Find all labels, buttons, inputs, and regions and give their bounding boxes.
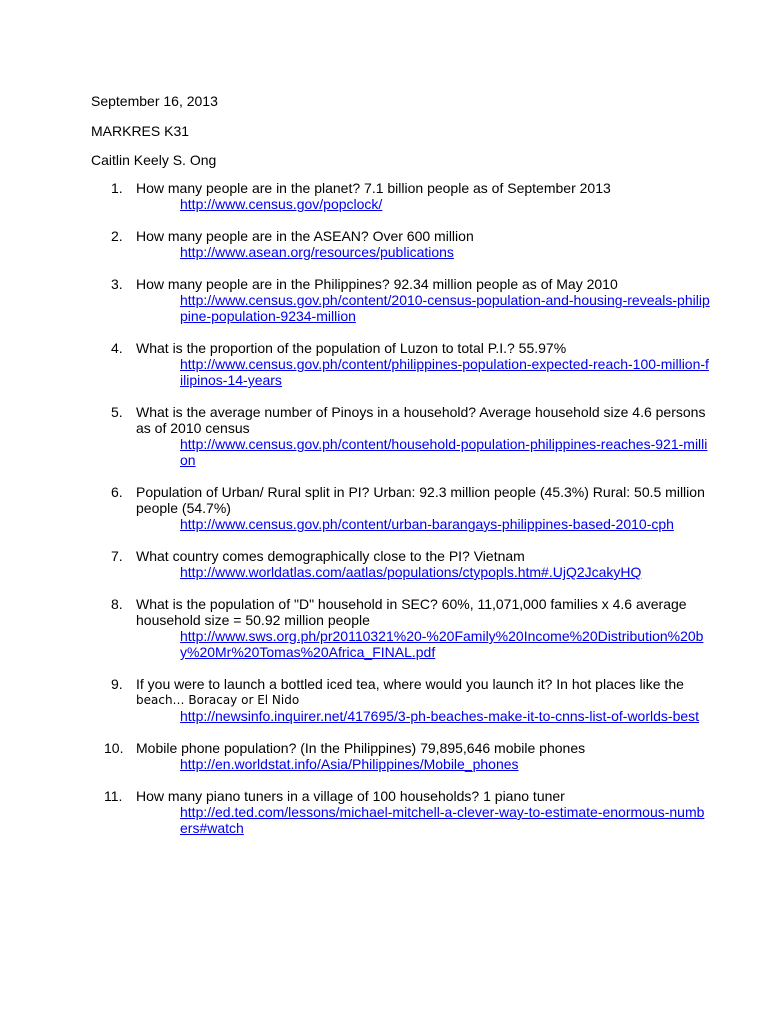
link-wrapper: [136, 708, 711, 724]
question-text: How many people are in the Philippines? 92.34 million people as of May 2010: [136, 276, 618, 292]
question-text: What country comes demographically close to the PI? Vietnam: [136, 548, 525, 564]
source-link[interactable]: http://www.sws.org.ph/pr20110321%20-%20Family%20Income%20Distribution%20by%20Mr%20Tomas%20Africa_FINAL.pdf: [180, 628, 704, 660]
item-number: 2.: [111, 228, 123, 244]
question-list: [104, 180, 711, 852]
source-link[interactable]: http://en.worldstat.info/Asia/Philippines/Mobile_phones: [180, 756, 519, 772]
source-link[interactable]: http://newsinfo.inquirer.net/417695/3-ph-beaches-make-it-to-cnns-list-of-worlds-best: [180, 708, 700, 724]
list-item: [111, 276, 711, 324]
list-item: [111, 596, 711, 660]
item-number: 4.: [111, 340, 123, 356]
document-date: September 16, 2013: [91, 93, 218, 109]
list-item: [111, 228, 711, 260]
list-item: [111, 484, 711, 532]
question-text: Population of Urban/ Rural split in PI? Urban: 92.3 million people (45.3%) Rural: 50.5 million people (54.7%): [136, 484, 705, 516]
item-number: 9.: [111, 676, 123, 692]
item-number: 8.: [111, 596, 123, 612]
list-item: [111, 180, 711, 212]
item-number: 3.: [111, 276, 123, 292]
source-link[interactable]: http://www.census.gov.ph/content/2010-census-population-and-housing-reveals-philippine-population-9234-million: [180, 292, 710, 324]
source-link[interactable]: http://www.census.gov.ph/content/household-population-philippines-reaches-921-million: [180, 436, 708, 468]
item-number: 6.: [111, 484, 123, 500]
list-item: [111, 404, 711, 468]
item-number: 7.: [111, 548, 123, 564]
source-link[interactable]: http://www.census.gov.ph/content/urban-barangays-philippines-based-2010-cph: [180, 516, 674, 532]
source-link[interactable]: http://www.asean.org/resources/publications: [180, 244, 454, 260]
source-link[interactable]: http://www.census.gov.ph/content/philippines-population-expected-reach-100-million-filipinos-14-years: [180, 356, 709, 388]
item-number: 10.: [104, 740, 124, 756]
question-text: What is the population of "D" household in SEC? 60%, 11,071,000 families x 4.6 average household size = 50.92 million people: [136, 596, 687, 628]
list-item: [111, 676, 711, 724]
item-number: 1.: [111, 180, 123, 196]
question-text: How many piano tuners in a village of 100 households? 1 piano tuner: [136, 788, 565, 804]
question-text: What is the average number of Pinoys in a household? Average household size 4.6 persons as of 2010 census: [136, 404, 706, 436]
list-item: [111, 340, 711, 388]
course-code: MARKRES K31: [91, 123, 190, 139]
item-number: 5.: [111, 404, 123, 420]
list-item: [104, 740, 711, 772]
source-link[interactable]: http://www.worldatlas.com/aatlas/populations/ctypopls.htm#.UjQ2JcakyHQ: [180, 564, 642, 580]
list-item: [111, 548, 711, 580]
source-link[interactable]: http://ed.ted.com/lessons/michael-mitchell-a-clever-way-to-estimate-enormous-numbers#watch: [180, 804, 705, 836]
question-text: What is the proportion of the population of Luzon to total P.I.? 55.97%: [136, 340, 567, 356]
question-text: How many people are in the ASEAN? Over 600 million: [136, 228, 474, 244]
author-name: Caitlin Keely S. Ong: [91, 152, 217, 168]
item-number: 11.: [104, 788, 123, 804]
question-text: Mobile phone population? (In the Philippines) 79,895,646 mobile phones: [136, 740, 586, 756]
question-text: How many people are in the planet? 7.1 billion people as of September 2013: [136, 180, 611, 196]
question-text: If you were to launch a bottled iced tea, where would you launch it? In hot places like the: [136, 676, 684, 692]
source-link[interactable]: http://www.census.gov/popclock/: [180, 196, 383, 212]
question-text-continued: beach… Boracay or El Nido: [136, 693, 300, 707]
list-item: [104, 788, 711, 836]
